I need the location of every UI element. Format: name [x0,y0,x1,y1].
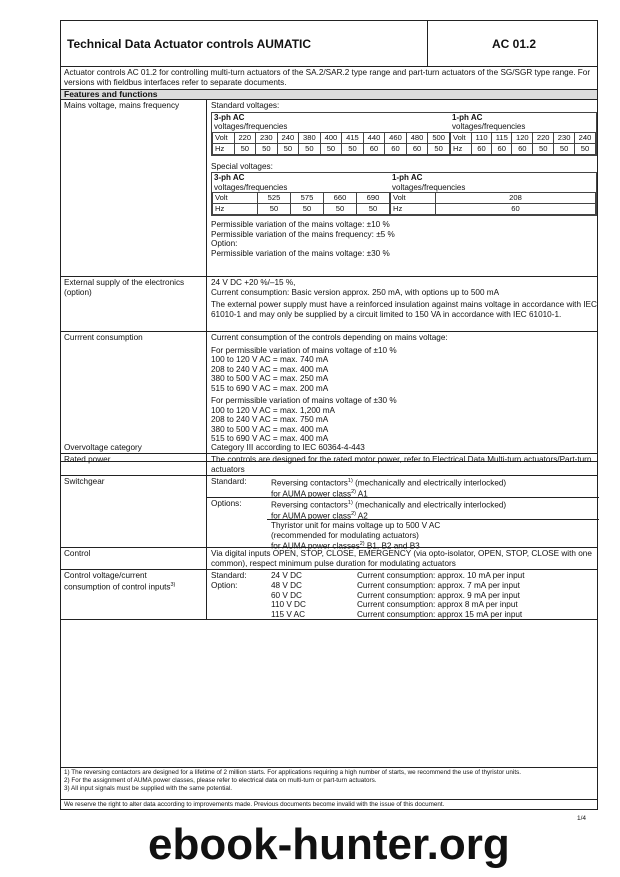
switchgear-option-2 [271,521,591,551]
cell: 240 [575,132,596,143]
standard-voltages-heads [212,113,596,132]
cell: 50 [324,204,357,215]
disclaimer: We reserve the right to alter data according to improvements made. Previous documents become invalid with the issue of this document. [64,801,445,808]
switchgear-text: A2 [355,511,368,521]
ph3-table [212,132,450,155]
switchgear-options-label: Options: [211,499,242,508]
cell: 220 [234,132,256,143]
cell: 240 [277,132,299,143]
cell: 400 [320,132,342,143]
ctrlvolt-option-voltage: 60 V DC [271,590,302,600]
cell: Volt [451,132,472,143]
cell: Hz [391,204,436,215]
standard-voltages-block [211,112,597,156]
sp3-title: 3-ph AC [214,173,245,182]
switchgear-option-1 [271,499,591,521]
current-line: 515 to 690 V AC = max. 200 mA [211,383,329,393]
external-supply-label: External supply of the electronics (option) [64,278,185,297]
cell: 60 [471,143,491,154]
datasheet-frame [60,20,598,810]
ctrlvolt-option-voltage: 48 V DC [271,581,302,590]
perm-frequency: Permissible variation of the mains frequency: ±5 % [211,229,395,239]
cell: 690 [357,193,390,204]
cell: 60 [385,143,407,154]
cell: 50 [277,143,299,154]
external-supply-note: The external power supply must have a reinforced insulation against mains voltage in accordance with IEC 61010-1 and may only be supplied by a circuit limited to 150 VA in accordance with IEC 61010-1. [211,300,597,319]
cell: 50 [554,143,575,154]
cell: 208 [436,193,596,204]
control-voltage-label-line: Control voltage/current [64,571,147,580]
standard-voltages-tables [212,132,596,155]
current-line: 100 to 120 V AC = max. 740 mA [211,355,329,364]
cell: 50 [258,204,291,215]
sp3-hz-row [213,204,390,215]
switchgear-standard-label: Standard: [211,477,247,486]
ctrlvolt-option-current: Current consumption: approx. 9 mA per input [357,590,520,600]
ctrlvolt-option-current: Current consumption: approx 8 mA per input [357,600,518,609]
ph3-sub: voltages/frequencies [214,122,288,131]
cell: 50 [320,143,342,154]
sp1-head [390,173,465,192]
cell: 525 [258,193,291,204]
cell: 115 [492,132,512,143]
ctrlvolt-option-currents [357,581,522,619]
ph3-title: 3-ph AC [214,112,245,122]
overvoltage-value: Category III according to IEC 60364-4-443 [211,443,365,452]
standard-voltages-title: Standard voltages: [211,101,280,110]
rated-power-value: The controls are designed for the rated motor power, refer to Electrical Data Multi-turn actuators/Part-turn actuators [211,455,592,474]
external-supply-current: Current consumption: Basic version approx. 250 mA, with options up to 500 mA [211,287,500,297]
cell: 660 [324,193,357,204]
current-line: 380 to 500 V AC = max. 400 mA [211,424,329,434]
cell: 120 [512,132,533,143]
page-title: Technical Data Actuator controls AUMATIC [67,37,312,51]
mains-value [211,101,595,258]
footnote-ref: 2) [351,489,356,496]
current-consumption-label: Currrent consumption [64,333,143,342]
footnote-ref: 1) [347,478,353,484]
overvoltage-label: Overvoltage category [64,443,142,452]
document-code: AC 01.2 [492,37,537,51]
current-group-10 [211,346,597,394]
sp1-hz-row [391,204,596,215]
ctrlvolt-option-current: Current consumption: approx 15 mA per input [357,609,523,619]
cell: Volt [391,193,436,204]
sp1-table [390,192,596,215]
page-number: 1/4 [577,815,587,822]
ctrlvolt-standard-voltage: 24 V DC [271,571,302,580]
current-line: 515 to 690 V AC = max. 400 mA [211,434,329,443]
ctrlvolt-option-label: Option: [211,581,238,590]
switchgear-text: (mechanically and electrically interlocked) [352,478,507,488]
cell: 50 [533,143,554,154]
cell: 110 [471,132,491,143]
ph1-title: 1-ph AC [452,112,483,122]
perm-voltage-option: Permissible variation of the mains voltage: ±30 % [211,248,390,258]
switchgear-standard-value [271,477,591,499]
sp1-title: 1-ph AC [392,173,423,182]
special-voltages-block [211,172,597,216]
sp3-head [212,173,390,192]
mains-label: Mains voltage, mains frequency [64,101,180,110]
switchgear-text: A1 [355,489,368,499]
sp1-volt-row [391,193,596,204]
cell: 60 [363,143,385,154]
option-label: Option: [211,239,238,248]
cell: 60 [436,204,596,215]
cell: 50 [428,143,450,154]
switchgear-text: for AUMA power class [271,511,352,521]
special-voltages-heads [212,173,596,192]
switchgear-text: (recommended for modulating actuators) [271,530,419,540]
sp3-table [212,192,390,215]
rated-power-row [61,454,597,476]
intro-text: Actuator controls AC 01.2 for controlling multi-turn actuators of the SA.2/SAR.2 type range and part-turn actuators of the SG/SGR type range. For versions with fieldbus interfaces refer to separate documents. [64,68,591,87]
control-voltage-label-line: consumption of control inputs [64,582,171,592]
cell: 480 [406,132,428,143]
switchgear-label: Switchgear [64,477,105,486]
external-supply-row [61,277,597,332]
cell: Hz [451,143,472,154]
cell: 500 [428,132,450,143]
cell: 50 [291,204,324,215]
cell: 50 [342,143,364,154]
cell: 460 [385,132,407,143]
cell: 60 [512,143,533,154]
section-heading: Features and functions [61,89,597,100]
external-supply-value [211,278,597,319]
cell: 50 [299,143,321,154]
cell: 50 [234,143,256,154]
current-line: 208 to 240 V AC = max. 400 mA [211,364,329,374]
cell: 50 [575,143,596,154]
footnote: 1) The reversing contactors are designed for a lifetime of 2 million starts. For applications requiring a high number of starts, we recommend the use of thyristor units. [64,769,521,776]
control-voltage-row [61,570,597,620]
ph1-volt-row [451,132,596,143]
current-group-30 [211,396,597,444]
cell: Volt [213,132,235,143]
ctrlvolt-option-voltage: 110 V DC [271,600,306,609]
cell: 230 [256,132,278,143]
cell: 50 [256,143,278,154]
sp1-sub: voltages/frequencies [392,182,466,192]
switchgear-row [61,476,597,551]
switchgear-text: for AUMA power classes [271,541,360,551]
control-row [61,548,597,570]
switchgear-text: Thyristor unit for mains voltage up to 500 V AC [271,521,441,530]
external-supply-voltage: 24 V DC +20 %/–15 %, [211,278,296,287]
ph1-sub: voltages/frequencies [452,122,526,131]
current-line: For permissible variation of mains voltage of ±30 % [211,396,397,405]
switchgear-text: Reversing contactors [271,500,348,510]
sp3-sub: voltages/frequencies [214,182,288,192]
disclaimer-divider [61,799,597,800]
ctrlvolt-option-current: Current consumption: approx. 7 mA per input [357,581,520,590]
special-voltages-title: Special voltages: [211,161,273,171]
footnote-ref: 2) [351,511,356,518]
cell: Hz [213,143,235,154]
footnotes-divider [61,767,597,768]
cell: 60 [492,143,512,154]
footnotes [64,769,594,793]
ph3-volt-row [213,132,450,143]
current-intro: Current consumption of the controls depending on mains voltage: [211,333,448,342]
control-label: Control [64,549,91,558]
ph3-head [212,113,450,132]
header [61,21,597,67]
current-line: 380 to 500 V AC = max. 250 mA [211,374,329,383]
footnote: 3) All input signals must be supplied with the same potential. [64,785,233,792]
footnote: 2) For the assignment of AUMA power classes, please refer to electrical data on multi-turn or part-turn actuators. [64,777,377,784]
mains-variation [211,220,595,258]
footnote-ref: 3) [170,581,176,588]
ph1-head [450,113,525,132]
ctrlvolt-option-voltage: 115 V AC [271,609,305,619]
special-voltages-tables [212,192,596,215]
ctrlvolt-option-voltages [271,581,306,619]
cell: 380 [299,132,321,143]
cell: 220 [533,132,554,143]
control-value: Via digital inputs OPEN, STOP, CLOSE, EMERGENCY (via opto-isolator, OPEN, STOP, CLOSE with one common), respect minimum pulse duration for modulating actuators [211,549,592,568]
cell: 440 [363,132,385,143]
cell: 60 [406,143,428,154]
cell: Volt [213,193,258,204]
switchgear-text: for AUMA power class [271,489,352,499]
sp3-volt-row [213,193,390,204]
footnote-ref: 1) [347,500,353,506]
ctrlvolt-standard-label: Standard: [211,571,247,580]
ph1-hz-row [451,143,596,154]
control-voltage-label [64,571,204,592]
current-line: 208 to 240 V AC = max. 750 mA [211,415,329,424]
footnote-ref: 2) [359,541,365,547]
current-line: 100 to 120 V AC = max. 1,200 mA [211,405,336,415]
current-consumption-value [211,333,597,444]
mains-row [61,100,597,277]
perm-voltage: Permissible variation of the mains voltage: ±10 % [211,220,390,229]
overvoltage-row [61,442,597,454]
cell: 230 [554,132,575,143]
watermark: ebook-hunter.org [148,820,510,869]
document-code-cell [427,21,597,67]
switchgear-text: B1, B2 and B3 [364,541,420,551]
cell: 50 [357,204,390,215]
ph1-table [450,132,596,155]
cell: 575 [291,193,324,204]
switchgear-text: (mechanically and electrically interlocked) [352,500,507,510]
rated-power-label: Rated power [64,455,111,464]
cell: 415 [342,132,364,143]
current-line: For permissible variation of mains voltage of ±10 % [211,345,397,355]
ctrlvolt-standard-current: Current consumption: approx. 10 mA per input [357,571,525,580]
switchgear-text: Reversing contactors [271,478,348,488]
ph3-hz-row [213,143,450,154]
cell: Hz [213,204,258,215]
